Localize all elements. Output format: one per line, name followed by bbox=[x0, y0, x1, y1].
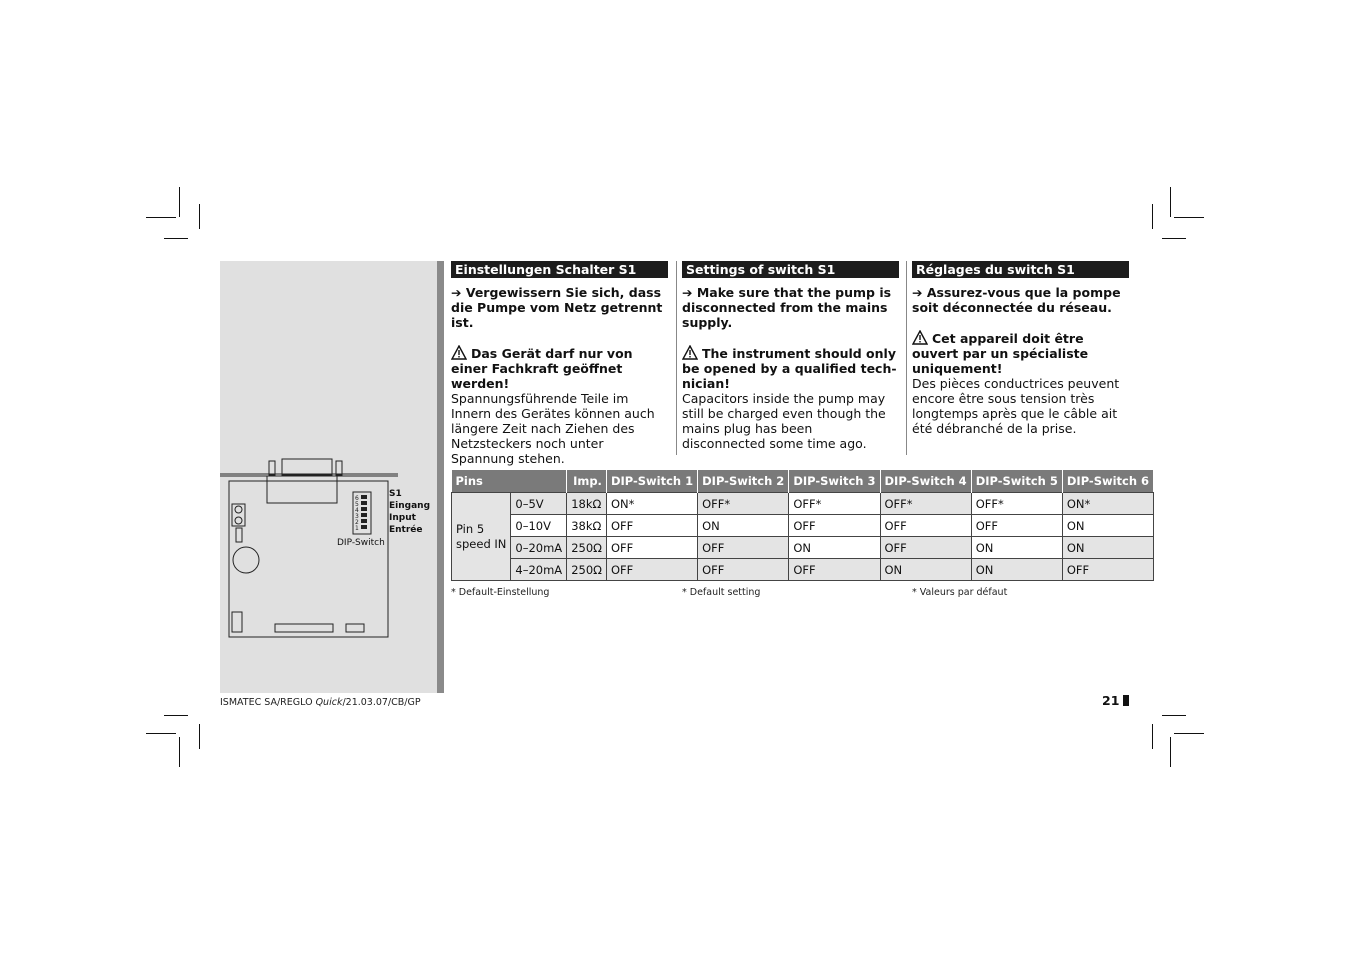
imp-cell: 250Ω bbox=[567, 537, 607, 559]
warning-body: Capacitors inside the pump may still be charged even though the mains plug has been disconnected some time ago. bbox=[682, 391, 886, 451]
header-dip-switch-5: DIP-Switch 5 bbox=[971, 470, 1062, 493]
warning-title: Das Gerät darf nur von einer Fachkraft geöffnet werden! bbox=[451, 346, 633, 391]
range-cell: 0–20mA bbox=[511, 537, 567, 559]
s1-text: S1 bbox=[389, 489, 402, 499]
header-dip-switch-4: DIP-Switch 4 bbox=[880, 470, 971, 493]
switch-cell: OFF bbox=[606, 515, 697, 537]
warning-body: Des pièces conductrices peuvent encore être sous tension très longtemps après que le câble ait été débranché de la prise. bbox=[912, 376, 1120, 436]
input-text: Input bbox=[389, 513, 416, 523]
warning-icon bbox=[912, 330, 928, 345]
table-row bbox=[452, 537, 1154, 559]
document-reference bbox=[220, 697, 421, 708]
range-cell: 0–10V bbox=[511, 515, 567, 537]
switch-cell: ON bbox=[880, 559, 971, 581]
page-marker bbox=[1123, 695, 1129, 706]
row-group-label-line: speed IN bbox=[456, 536, 507, 551]
switch-cell: ON bbox=[971, 537, 1062, 559]
switch-cell: OFF* bbox=[971, 493, 1062, 515]
switch-cell: ON* bbox=[606, 493, 697, 515]
range-cell: 0–5V bbox=[511, 493, 567, 515]
header-imp: Imp. bbox=[567, 470, 607, 493]
footnote-english: * Default setting bbox=[682, 587, 761, 598]
footnote-french: * Valeurs par défaut bbox=[912, 587, 1008, 598]
switch-number: 1 bbox=[355, 525, 359, 532]
row-group-label bbox=[452, 493, 511, 581]
imp-cell: 250Ω bbox=[567, 559, 607, 581]
switch-cell: OFF* bbox=[789, 493, 880, 515]
warning-block bbox=[682, 345, 899, 451]
table-header-row bbox=[452, 470, 1154, 493]
column-english bbox=[676, 261, 899, 455]
entree-text: Entrée bbox=[389, 525, 423, 535]
circuit-board-diagram bbox=[220, 455, 437, 645]
header-dip-switch-2: DIP-Switch 2 bbox=[698, 470, 789, 493]
disconnect-notice: ➔ Assurez-vous que la pompe soit déconnectée du réseau. bbox=[912, 285, 1121, 315]
switch-cell: ON* bbox=[1062, 493, 1153, 515]
s1-label bbox=[389, 488, 430, 536]
doc-ref-suffix: /21.03.07/CB/GP bbox=[342, 697, 421, 708]
switch-number: 5 bbox=[355, 501, 359, 508]
switch-cell: OFF bbox=[880, 515, 971, 537]
page-number: 21 bbox=[1102, 693, 1120, 708]
row-group-label-line: Pin 5 bbox=[456, 521, 485, 536]
header-dip-switch-3: DIP-Switch 3 bbox=[789, 470, 880, 493]
section-heading: Settings of switch S1 bbox=[682, 261, 899, 278]
switch-cell: OFF bbox=[606, 537, 697, 559]
table-row bbox=[452, 515, 1154, 537]
range-cell: 4–20mA bbox=[511, 559, 567, 581]
warning-title: Cet appareil doit être ouvert par un spécialiste uniquement! bbox=[912, 331, 1089, 376]
switch-cell: ON bbox=[1062, 537, 1153, 559]
doc-ref-prefix: ISMATEC SA/REGLO bbox=[220, 697, 316, 708]
disconnect-notice: ➔ Make sure that the pump is disconnected from the mains supply. bbox=[682, 285, 892, 330]
warning-block bbox=[451, 345, 668, 466]
header-pins: Pins bbox=[452, 470, 567, 493]
warning-body: Spannungsführende Teile im Innern des Gerätes können auch längere Zeit nach Ziehen des Netzsteckers noch unter Spannung stehen. bbox=[451, 391, 655, 466]
warning-block bbox=[912, 330, 1129, 436]
switch-number: 2 bbox=[355, 519, 359, 526]
switch-cell: ON bbox=[698, 515, 789, 537]
switch-cell: OFF bbox=[698, 537, 789, 559]
switch-cell: OFF bbox=[971, 515, 1062, 537]
eingang-text: Eingang bbox=[389, 501, 431, 511]
switch-cell: OFF bbox=[880, 537, 971, 559]
switch-cell: ON bbox=[789, 537, 880, 559]
table-row bbox=[452, 559, 1154, 581]
warning-icon bbox=[451, 345, 467, 360]
switch-cell: OFF bbox=[789, 515, 880, 537]
disconnect-notice: ➔ Vergewissern Sie sich, dass die Pumpe vom Netz getrennt ist. bbox=[451, 285, 663, 330]
switch-cell: OFF bbox=[698, 559, 789, 581]
column-french bbox=[906, 261, 1129, 455]
switch-number: 3 bbox=[355, 513, 359, 520]
header-dip-switch-6: DIP-Switch 6 bbox=[1062, 470, 1153, 493]
switch-number: 4 bbox=[355, 507, 359, 514]
doc-ref-italic: Quick bbox=[315, 697, 343, 708]
switch-cell: OFF bbox=[606, 559, 697, 581]
section-heading: Einstellungen Schalter S1 bbox=[451, 261, 668, 278]
switch-cell: OFF* bbox=[880, 493, 971, 515]
imp-cell: 18kΩ bbox=[567, 493, 607, 515]
warning-icon bbox=[682, 345, 698, 360]
dip-switch-table bbox=[451, 470, 1154, 581]
switch-cell: ON bbox=[1062, 515, 1153, 537]
switch-cell: OFF* bbox=[698, 493, 789, 515]
column-german bbox=[451, 261, 668, 466]
switch-cell: ON bbox=[971, 559, 1062, 581]
header-dip-switch-1: DIP-Switch 1 bbox=[606, 470, 697, 493]
warning-title: The instrument should only be opened by a qualified tech-nician! bbox=[682, 346, 897, 391]
section-heading: Réglages du switch S1 bbox=[912, 261, 1129, 278]
footnote-german: * Default-Einstellung bbox=[451, 587, 550, 598]
table-row bbox=[452, 493, 1154, 515]
sidebar-divider-bar bbox=[437, 261, 444, 693]
imp-cell: 38kΩ bbox=[567, 515, 607, 537]
switch-number: 6 bbox=[355, 495, 359, 502]
dip-switch-label: DIP-Switch bbox=[337, 538, 385, 548]
switch-cell: OFF bbox=[789, 559, 880, 581]
switch-cell: OFF bbox=[1062, 559, 1153, 581]
